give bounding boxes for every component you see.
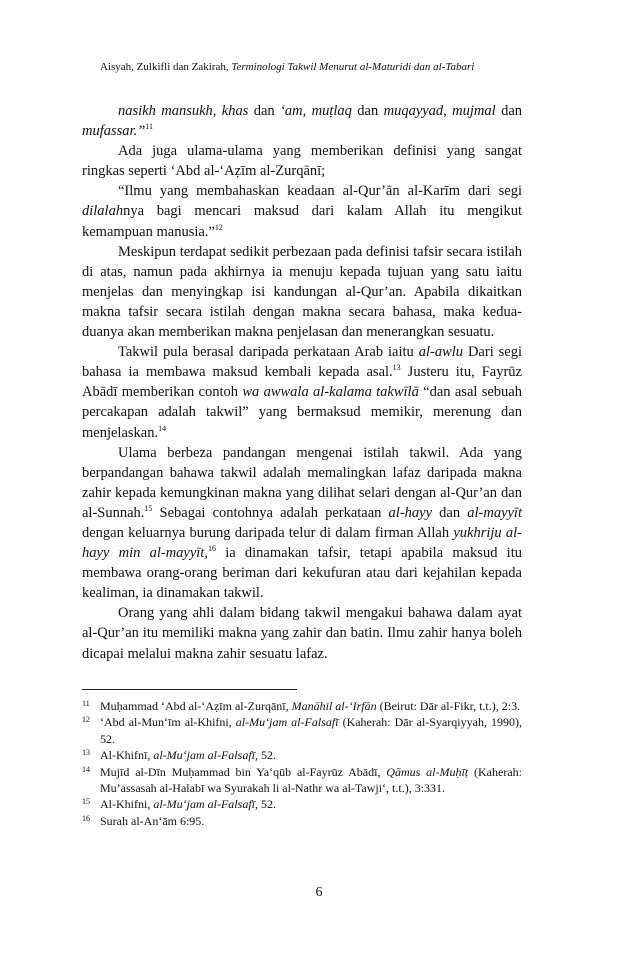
text-run: Sebagai contohnya adalah perkataan [152,504,389,521]
text-run: ia dinamakan tafsir, tetapi apabila maksud itu membawa orang-orang beriman dari kekufuran atau dari kejahilan kepada kealiman, ia dinamakan takwil. [82,545,522,602]
term-italic: ‘am, muṭlaq [280,103,352,119]
footnote [82,813,522,829]
term-italic: wa awwala al-kalama takwīlā [242,384,419,401]
text-run: (Kaherah: Dār al-Syarqiyyah, 1990), 52. [100,715,522,746]
book-title: al-Mu‘jam al-Falsafī [235,715,339,730]
term-italic: al-hayy [388,504,433,521]
text-run: “Ilmu yang membahaskan keadaan al-Qur’ān al-Karīm dari segi [118,183,522,200]
book-title: al-Mu‘jam al-Falsafī [153,748,255,763]
quote-continuation [82,101,522,141]
text-run: Justeru itu, Fayrūz Abādī memberikan contoh [82,364,522,401]
text-run: (Beirut: Dār al-Fikr, t.t.), 2:3. [376,699,521,713]
footnote-ref: 15 [144,504,153,514]
term-italic: nasikh mansukh, khas [118,103,249,119]
footnote-ref: 11 [145,122,153,132]
term-italic: dilalah [82,203,124,220]
footnotes [82,698,522,829]
text-run: dan [495,103,522,119]
footnote [82,714,522,747]
term-italic: yukhriju al-hayy min al-mayyīt, [82,524,522,562]
paragraph: Meskipun terdapat sedikit perbezaan pada definisi tafsir secara istilah di atas, namun pada akhirnya ia menuju kepada tujuan yang satu iaitu menjelas dan menyingkap isi kandungan al-Qur’an. Apabila dikaitkan makna tafsir secara istilah dengan makna secara bahasa, maka kedua-duanya akan memberikan makna penjelasan dan menerangkan sesuatu. [82,243,522,341]
footnote-divider [82,689,297,690]
text-run: Muḥammad ‘Abd al-‘Aẓīm al-Zurqānī, [100,699,292,713]
term-italic: al-awlu [418,344,464,361]
footnote-number: 11 [82,699,90,708]
paragraph [82,342,522,442]
text-run: Takwil pula berasal daripada perkataan Arab iaitu [118,344,419,361]
term-italic: al-mayyīt [467,504,522,521]
footnote-number: 16 [82,813,90,823]
text-run: dan [351,103,384,119]
block-quote [82,181,522,241]
footnote [82,764,522,797]
footnote-ref: 14 [158,423,167,433]
footnote-number: 12 [82,715,90,725]
term-italic: mufassar.” [82,123,146,140]
text-run: “dan asal sebuah percakapan adalah takwil” yang bermaksud memikir, merenung dan menjelaskan. [82,384,522,441]
term-italic: muqayyad, mujmal [383,103,496,119]
book-title: Manāhil al-‘Irfān [291,699,377,713]
header-title: Terminologi Takwil Menurut al-Maturidi dan al-Tabari [231,61,475,73]
footnote [82,698,522,714]
text-run: Ulama berbeza pandangan mengenai istilah takwil. Ada yang berpandangan bahawa takwil adalah memalingkan lafaz daripada makna zahir kepada kemungkinan makna yang dilihat selari dengan al-Qur’an dan al-Sunnah. [82,444,522,521]
text-run: ‘Abd al-Mun‘īm al-Khifni, [100,715,236,730]
footnote [82,747,522,763]
footnote-number: 14 [82,764,90,774]
text-run: , 52. [254,797,276,812]
paragraph: Orang yang ahli dalam bidang takwil mengakui bahawa dalam ayat al-Qur’an itu memiliki makna yang zahir dan batin. Ilmu zahir hanya boleh dicapai melalui makna zahir sesuatu lafaz. [82,605,522,662]
book-title: Qāmus al-Muḥīṭ [386,764,469,779]
book-title: al-Mu‘jam al-Falsafī [153,797,255,812]
text-run: Al-Khifni, [100,797,154,812]
footnote-ref: 16 [207,544,216,554]
text-run: dan [248,103,281,119]
footnote [82,796,522,812]
text-run: , 52. [254,748,276,763]
header-authors: Aisyah, Zulkifli dan Zakirah, [100,61,229,73]
text-run: nya bagi mencari maksud dari kalam Allah itu mengikut kemampuan manusia.” [82,203,522,240]
text-run: Dari segi bahasa ia membawa maksud kembali kepada asal. [82,344,523,381]
running-header [100,60,540,74]
text-run: Mujīd al-Dīn Muḥammad bin Ya‘qūb al-Fayrūz Abādī, [100,764,387,779]
text-run: (Kaherah: Mu’assasah al-Halabī wa Syurakah li al-Nathr wa al-Tawji‘, t.t.), 3:331. [100,764,522,796]
paragraph [82,443,522,604]
footnote-ref: 13 [392,363,401,373]
footnote-number: 13 [82,748,90,758]
body-text [82,101,522,664]
page-number: 6 [315,885,323,900]
footnote-number: 15 [82,797,90,807]
paragraph: Ada juga ulama-ulama yang memberikan definisi yang sangat ringkas seperti ‘Abd al-‘Aẓīm al-Zurqānī; [82,143,522,180]
footnote-ref: 12 [214,222,223,232]
text-run: dan [432,504,468,521]
text-run: dengan keluarnya burung daripada telur di dalam firman Allah [82,524,454,541]
text-run: Al-Khifnī, [100,748,154,763]
text-run: Surah al-An‘ām 6:95. [100,813,205,828]
